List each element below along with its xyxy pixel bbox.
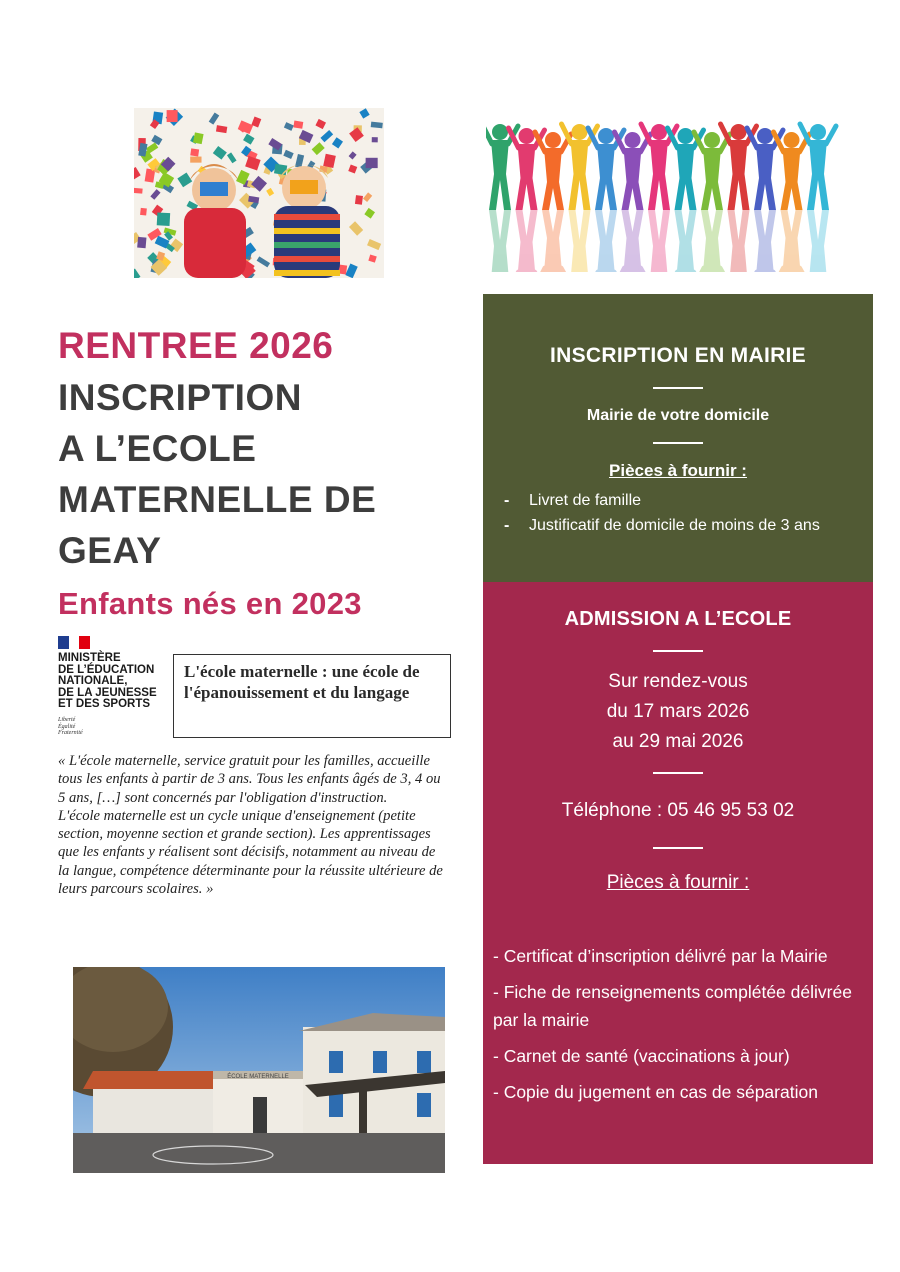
- ministry-line: ET DES SPORTS: [58, 698, 151, 710]
- admission-phone: Téléphone : 05 46 95 53 02: [561, 800, 795, 821]
- title-line: MATERNELLE DE: [58, 479, 377, 520]
- admission-pieces-label: Pièces à fournir :: [606, 872, 750, 893]
- admission-panel: [483, 582, 873, 1164]
- rdv-line: Sur rendez-vous: [608, 671, 748, 692]
- subtitle-enfants: Enfants nés en 2023: [58, 586, 362, 621]
- title-inscription: [58, 372, 376, 576]
- quote-box-heading: L'école maternelle : une école de l'épanouissement et du langage: [173, 654, 451, 738]
- quote-paragraph: L'école maternelle est un cycle unique d'enseignement (petite section, moyenne section et grande section). Les apprentissages que les enfants y réalisent sont décisifs, notamment au niveau de la langue, compétence déterminante pour la réussite ultérieure de leurs parcours scolaires. »: [58, 807, 443, 898]
- ministry-line: MINISTÈRE: [58, 652, 121, 664]
- title-line: A L’ECOLE: [58, 428, 257, 469]
- list-item: - Fiche de renseignements complétée délivrée par la mairie: [493, 982, 852, 1030]
- title-rentree: RENTREE 2026: [58, 325, 334, 366]
- inscription-pieces-label: Pièces à fournir :: [609, 461, 747, 480]
- divider: [653, 772, 703, 774]
- ministry-logo-text: [58, 653, 157, 711]
- admission-title: ADMISSION A L’ECOLE: [564, 608, 792, 630]
- rdv-line: au 29 mai 2026: [612, 731, 744, 752]
- quote-text: [58, 752, 446, 898]
- list-item: - Copie du jugement en cas de séparation: [493, 1082, 818, 1102]
- list-item: - Justificatif de domicile de moins de 3 ans: [501, 513, 820, 538]
- inscription-panel: [483, 294, 873, 582]
- list-item: - Livret de famille: [501, 488, 820, 513]
- school-building-photo: [73, 967, 445, 1173]
- admission-pieces-list: [493, 942, 868, 1114]
- list-item: - Certificat d’inscription délivré par la Mairie: [493, 946, 828, 966]
- motto-line: Fraternité: [58, 730, 83, 736]
- ministry-line: DE L’ÉDUCATION: [58, 663, 155, 676]
- school-sign: ÉCOLE MATERNELLE: [227, 1074, 289, 1080]
- divider: [653, 847, 703, 849]
- title-line: GEAY: [58, 530, 162, 571]
- inscription-subtitle: Mairie de votre domicile: [586, 407, 770, 424]
- children-blocks-photo: [134, 108, 384, 278]
- motto-line: Égalité: [58, 723, 76, 730]
- rdv-line: du 17 mars 2026: [606, 701, 750, 722]
- ministry-motto: [58, 717, 83, 737]
- quote-paragraph: « L'école maternelle, service gratuit pour les familles, accueille tous les enfants à partir de 3 ans. Tous les enfants âgés de 3, 4 ou 5 ans, […] sont concernés par l'obligation d'instruction.: [58, 753, 441, 806]
- title-line: INSCRIPTION: [58, 377, 302, 418]
- list-item: - Carnet de santé (vaccinations à jour): [493, 1046, 790, 1066]
- divider: [653, 442, 703, 444]
- inscription-pieces-list: [501, 488, 820, 538]
- divider: [653, 650, 703, 652]
- children-silhouettes-image: [486, 112, 852, 272]
- inscription-title: INSCRIPTION EN MAIRIE: [550, 344, 806, 367]
- marianne-flag-icon: [58, 636, 90, 649]
- ministry-line: DE LA JEUNESSE: [58, 686, 157, 699]
- motto-line: Liberté: [58, 717, 76, 723]
- ministry-line: NATIONALE,: [58, 675, 128, 687]
- divider: [653, 387, 703, 389]
